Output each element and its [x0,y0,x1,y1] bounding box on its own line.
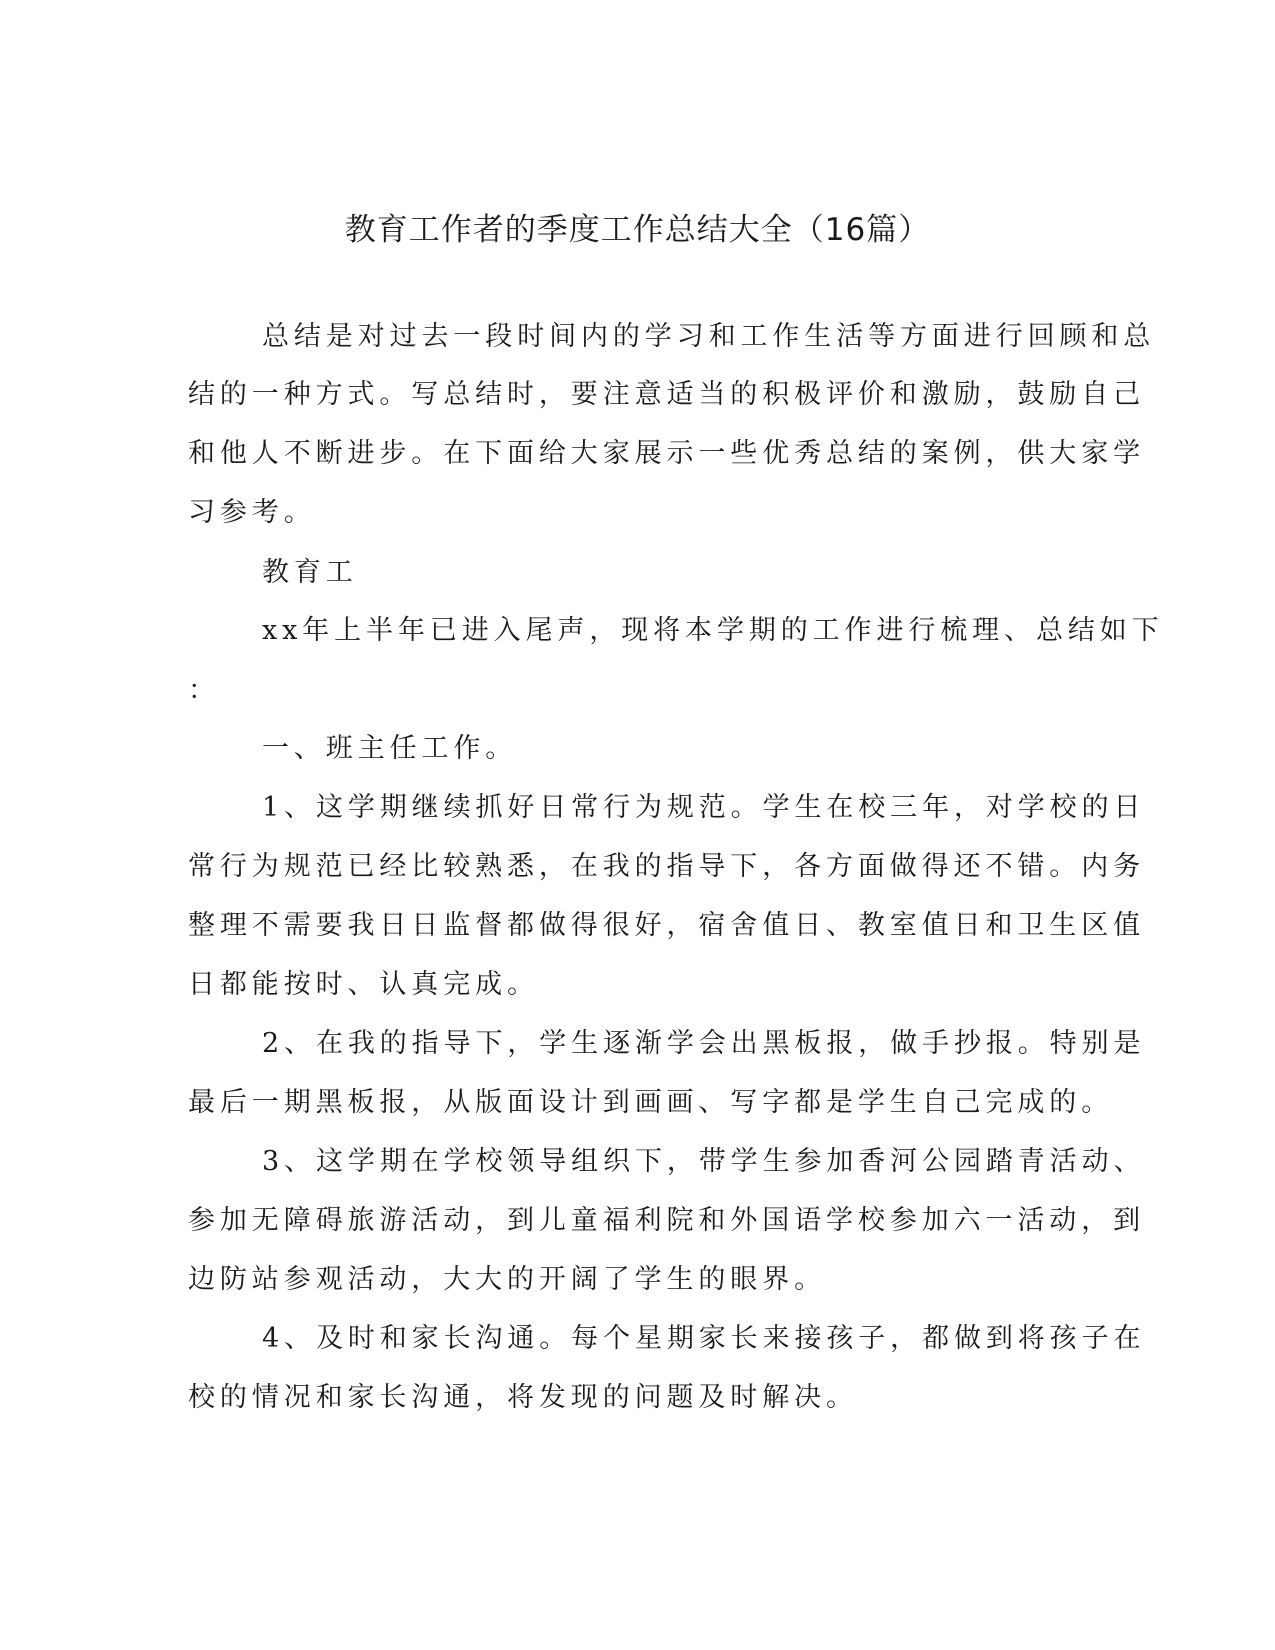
paragraph-line: 整理不需要我日日监督都做得很好，宿舍值日、教室值日和卫生区值 [188,910,1145,941]
paragraph-line: 总结是对过去一段时间内的学习和工作生活等方面进行回顾和总 [262,321,1156,352]
paragraph-line: 习参考。 [188,497,316,528]
paragraph-line: 1、这学期继续抓好日常行为规范。学生在校三年，对学校的日 [262,792,1146,823]
paragraph-line: 3、这学期在学校领导组织下，带学生参加香河公园踏青活动、 [262,1146,1146,1177]
paragraph-line: 常行为规范已经比较熟悉，在我的指导下，各方面做得还不错。内务 [188,851,1145,882]
paragraph-line: 最后一期黑板报，从版面设计到画画、写字都是学生自己完成的。 [188,1087,1114,1118]
section-heading: 教育工 [262,557,358,588]
paragraph-line: 校的情况和家长沟通，将发现的问题及时解决。 [188,1382,858,1413]
paragraph-line: 4、及时和家长沟通。每个星期家长来接孩子，都做到将孩子在 [262,1323,1146,1354]
paragraph-line: 参加无障碍旅游活动，到儿童福利院和外国语学校参加六一活动，到 [188,1205,1145,1236]
paragraph-line: 和他人不断进步。在下面给大家展示一些优秀总结的案例，供大家学 [188,438,1145,469]
document-title: 教育工作者的季度工作总结大全（16篇） [344,212,931,248]
section-heading: 一、班主任工作。 [262,733,518,764]
paragraph-line: ： [188,675,220,706]
paragraph-line: xx年上半年已进入尾声，现将本学期的工作进行梳理、总结如下 [262,615,1164,646]
paragraph-line: 日都能按时、认真完成。 [188,969,539,1000]
paragraph-line: 边防站参观活动，大大的开阔了学生的眼界。 [188,1264,826,1295]
paragraph-line: 2、在我的指导下，学生逐渐学会出黑板报，做手抄报。特别是 [262,1028,1146,1059]
paragraph-line: 结的一种方式。写总结时，要注意适当的积极评价和激励，鼓励自己 [188,379,1145,410]
